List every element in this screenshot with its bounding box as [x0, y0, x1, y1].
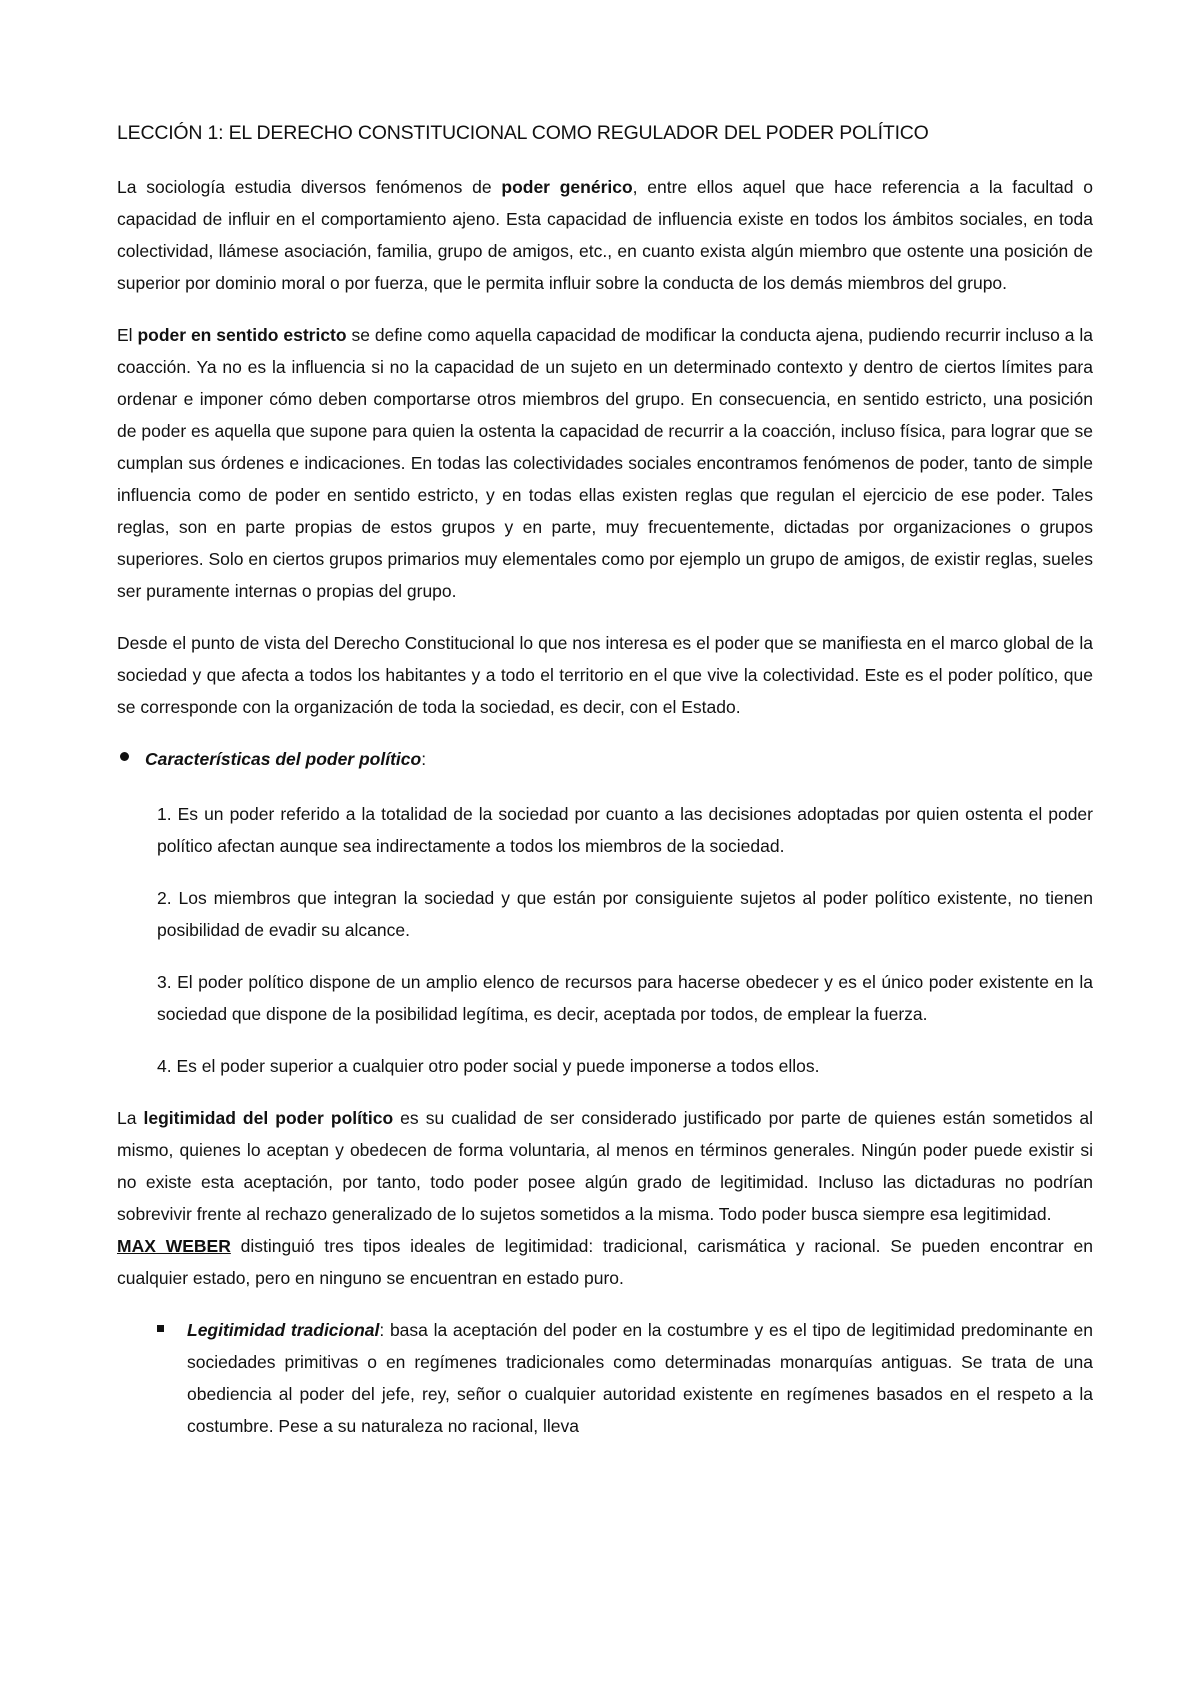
document-content	[117, 118, 1093, 1442]
subbullet-label: Legitimidad tradicional	[187, 1320, 380, 1340]
bold-term: legitimidad del poder político	[143, 1108, 394, 1128]
list-item-text	[157, 882, 1093, 946]
text-span: es su cualidad de ser considerado justificado por parte de quienes están sometidos al mismo, quienes lo aceptan y obedecen de forma voluntaria, al menos en términos generales. Ningún poder puede existir si no existe esta aceptación, por tanto, todo poder posee algún grado de legitimidad. Incluso las dictaduras no podrían sobrevivir frente al rechazo generalizado de lo sujetos sometidos a la misma. Todo poder busca siempre esa legitimidad.	[117, 1108, 1093, 1224]
list-item	[117, 882, 1093, 946]
subbullet-body: : basa la aceptación del poder en la costumbre y es el tipo de legitimidad predominante en sociedades primitivas o en regímenes tradicionales como determinadas monarquías antiguas. Se trata de una obediencia al poder del jefe, rey, señor o cualquier autoridad existente en regímenes basados en el respeto a la costumbre. Pese a su naturaleza no racional, lleva	[187, 1320, 1094, 1436]
text-span: se define como aquella capacidad de modificar la conducta ajena, pudiendo recurrir incluso a la coacción. Ya no es la influencia si no la capacidad de un sujeto en un determinado contexto y dentro de ciertos límites para ordenar e imponer cómo deben comportarse otros miembros del grupo. En consecuencia, en sentido estricto, una posición de poder es aquella que supone para quien la ostenta la capacidad de recurrir a la coacción, incluso física, para lograr que se cumplan sus órdenes e indicaciones. En todas las colectividades sociales encontramos fenómenos de poder, tanto de simple influencia como de poder en sentido estricto, y en todas ellas existen reglas que regulan el ejercicio de ese poder. Tales reglas, son en parte propias de estos grupos y en parte, muy frecuentemente, dictadas por organizaciones o grupos superiores. Solo en ciertos grupos primarios muy elementales como por ejemplo un grupo de amigos, de existir reglas, sueles ser puramente internas o propias del grupo.	[117, 325, 1094, 601]
page-title: LECCIÓN 1: EL DERECHO CONSTITUCIONAL COMO REGULADOR DEL PODER POLÍTICO	[117, 122, 929, 144]
list-item-body: Los miembros que integran la sociedad y que están por consiguiente sujetos al poder político existente, no tienen posibilidad de evadir su alcance.	[157, 888, 1093, 940]
text-span: La	[117, 1108, 144, 1128]
bullet-title	[145, 749, 426, 769]
bullet-suffix: :	[421, 749, 427, 769]
bullet-icon	[120, 752, 129, 761]
list-item	[117, 1050, 1093, 1082]
paragraph-poder-estricto	[117, 319, 1093, 607]
bold-term: poder genérico	[501, 177, 633, 197]
paragraph-legitimidad	[117, 1102, 1093, 1230]
list-item-text	[157, 1050, 1093, 1082]
text-span: distinguió tres tipos ideales de legitimidad: tradicional, carismática y racional. Se pueden encontrar en cualquier estado, pero en ninguno se encuentran en estado puro.	[117, 1236, 1093, 1288]
list-item-text	[157, 798, 1093, 862]
list-item-body: El poder político dispone de un amplio elenco de recursos para hacerse obedecer y es el único poder existente en la sociedad que dispone de la posibilidad legítima, es decir, aceptada por todos, de emplear la fuerza.	[157, 972, 1093, 1024]
list-item-number: 1.	[157, 804, 172, 824]
paragraph-derecho-constitucional: Desde el punto de vista del Derecho Constitucional lo que nos interesa es el poder que se manifiesta en el marco global de la sociedad y que afecta a todos los habitantes y a todo el territorio en el que vive la colectividad. Este es el poder político, que se corresponde con la organización de toda la sociedad, es decir, con el Estado.	[117, 633, 1093, 717]
text-span: , entre ellos aquel que hace referencia a la facultad o capacidad de influir en el comportamiento ajeno. Esta capacidad de influencia existe en todos los ámbitos sociales, en toda colectividad, llámese asociación, familia, grupo de amigos, etc., en cuanto exista algún miembro que ostente una posición de superior por dominio moral o por fuerza, que le permita influir sobre la conducta de los demás miembros del grupo.	[117, 177, 1093, 293]
bold-term: poder en sentido estricto	[137, 325, 347, 345]
square-bullet-icon	[157, 1325, 164, 1332]
list-item-body: Es un poder referido a la totalidad de la sociedad por cuanto a las decisiones adoptadas por quien ostenta el poder político afectan aunque sea indirectamente a todos los miembros de la sociedad.	[157, 804, 1093, 856]
author-name: MAX WEBER	[117, 1236, 231, 1256]
list-item	[117, 798, 1093, 862]
list-item-text	[157, 966, 1093, 1030]
text-span: La sociología estudia diversos fenómenos de	[117, 177, 502, 197]
subbullet-legitimidad-tradicional	[117, 1314, 1093, 1442]
text-span: El	[117, 325, 138, 345]
list-item	[117, 966, 1093, 1030]
list-item-number: 3.	[157, 972, 172, 992]
list-item-number: 4.	[157, 1056, 172, 1076]
paragraph-max-weber	[117, 1230, 1093, 1294]
list-item-number: 2.	[157, 888, 172, 908]
bullet-caracteristicas	[117, 743, 1093, 775]
subbullet-text	[187, 1314, 1093, 1442]
bullet-label: Características del poder político	[145, 749, 422, 769]
paragraph-poder-generico	[117, 171, 1093, 299]
list-item-body: Es el poder superior a cualquier otro poder social y puede imponerse a todos ellos.	[171, 1056, 820, 1076]
